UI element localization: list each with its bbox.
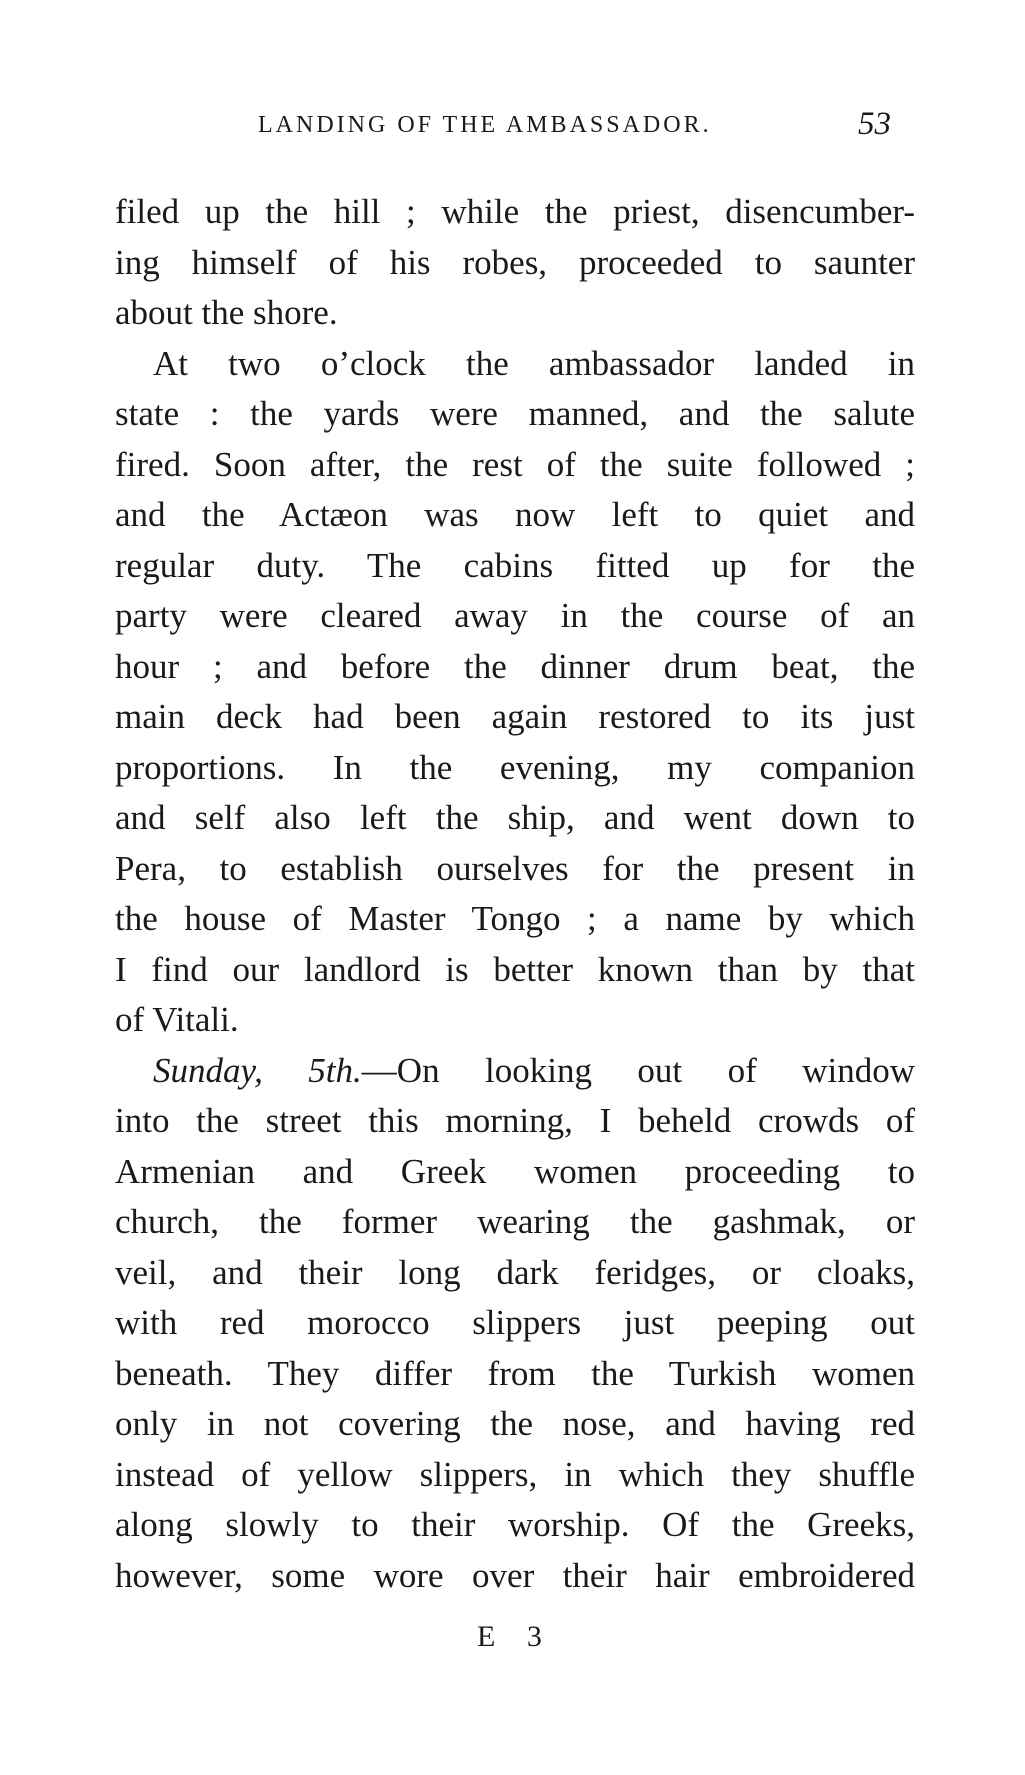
text-line: Armenian and Greek women proceeding to (115, 1151, 915, 1191)
text-line: and the Actæon was now left to quiet and (115, 495, 915, 534)
text-line: and self also left the ship, and went down to (115, 798, 915, 837)
text-line: instead of yellow slippers, in which they shuffle (115, 1454, 915, 1494)
text-line: of Vitali. (115, 1000, 239, 1039)
text-line: hour ; and before the dinner drum beat, the (115, 646, 915, 686)
running-title: LANDING OF THE AMBASSADOR. (258, 112, 712, 138)
text-line: with red morocco slippers just peeping out (115, 1303, 915, 1342)
text-line: fired. Soon after, the rest of the suite followed ; (115, 444, 915, 484)
text-line: proportions. In the evening, my companion (115, 747, 915, 787)
text-line: however, some wore over their hair embroidered (115, 1555, 915, 1595)
text-line: state : the yards were manned, and the salute (115, 394, 915, 433)
text-line: At two o’clock the ambassador landed in (153, 343, 915, 383)
text-line: veil, and their long dark feridges, or cloaks, (115, 1252, 915, 1292)
text-line: along slowly to their worship. Of the Greeks, (115, 1505, 915, 1544)
text-line: regular duty. The cabins fitted up for the (115, 545, 915, 585)
body-text (115, 187, 915, 1601)
text-line: only in not covering the nose, and having red (115, 1404, 915, 1443)
text-line: the house of Master Tongo ; a name by which (115, 899, 915, 938)
text-line: church, the former wearing the gashmak, or (115, 1202, 915, 1241)
text-line: party were cleared away in the course of an (115, 596, 915, 635)
diary-date: Sunday, 5th. (153, 1050, 362, 1090)
text-line: into the street this morning, I beheld crowds of (115, 1101, 915, 1140)
running-head (0, 106, 1025, 152)
text-line: filed up the hill ; while the priest, disencumber- (115, 192, 915, 231)
diary-entry-line (115, 1046, 915, 1097)
signature-mark: E 3 (477, 1620, 554, 1653)
text-line: about the shore. (115, 293, 338, 332)
text-line: ing himself of his robes, proceeded to saunter (115, 242, 915, 282)
text-line: I find our landlord is better known than by that (115, 949, 915, 989)
text-line: beneath. They differ from the Turkish women (115, 1353, 915, 1393)
page-number: 53 (858, 106, 891, 142)
text-line: main deck had been again restored to its just (115, 697, 915, 736)
diary-opening: —On looking out of window (361, 1050, 916, 1090)
text-line: Pera, to establish ourselves for the present in (115, 848, 915, 888)
